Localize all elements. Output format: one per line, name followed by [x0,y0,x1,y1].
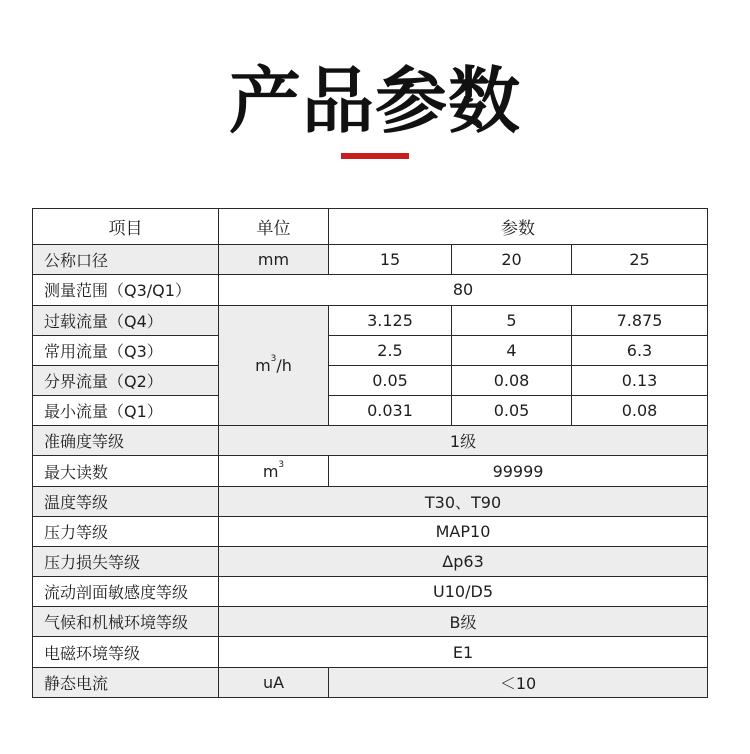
cell-value: 7.875 [572,305,708,335]
table-row [33,486,708,516]
cell-value: Δp63 [219,546,708,576]
table-row [33,245,708,275]
cell-value: 0.08 [452,365,572,395]
header-item: 项目 [33,209,219,245]
row-name: 静态电流 [33,667,219,697]
cell-value: 0.13 [572,365,708,395]
cell-value: 3.125 [329,305,452,335]
cell-value: 15 [329,245,452,275]
title-accent-bar [341,153,409,159]
cell-value: ＜10 [329,667,708,697]
cell-value: 99999 [329,456,708,486]
header-param: 参数 [329,209,708,245]
cell-value: 4 [452,335,572,365]
cell-value: 2.5 [329,335,452,365]
row-name: 气候和机械环境等级 [33,607,219,637]
table-row [33,667,708,697]
row-name: 公称口径 [33,245,219,275]
row-name: 最大读数 [33,456,219,486]
table-row [33,577,708,607]
unit-base: m [255,355,271,375]
row-name: 常用流量（Q3） [33,335,219,365]
table-row [33,546,708,576]
cell-value: 1级 [219,426,708,456]
row-name: 过载流量（Q4） [33,305,219,335]
unit-suffix: /h [276,355,292,375]
row-unit: uA [219,667,329,697]
table-row [33,516,708,546]
cell-value: T30、T90 [219,486,708,516]
cell-value: E1 [219,637,708,667]
row-name: 分界流量（Q2） [33,365,219,395]
row-unit: mm [219,245,329,275]
row-name: 流动剖面敏感度等级 [33,577,219,607]
cell-value: 0.05 [452,396,572,426]
row-name: 测量范围（Q3/Q1） [33,275,219,305]
table-row [33,426,708,456]
unit-base: m [262,461,279,481]
table-row [33,305,708,335]
table-row [33,365,708,395]
cell-value: 80 [219,275,708,305]
table-row [33,275,708,305]
page-title: 产品参数 [228,59,521,143]
table-row [33,335,708,365]
cell-value: 0.031 [329,396,452,426]
table-row [33,396,708,426]
table-header-row [33,209,708,245]
cell-value: 0.08 [572,396,708,426]
spec-table [32,208,708,698]
cell-value: 20 [452,245,572,275]
row-name: 电磁环境等级 [33,637,219,667]
row-name: 最小流量（Q1） [33,396,219,426]
cell-value: 6.3 [572,335,708,365]
flow-unit-cell [219,305,329,426]
cell-value: B级 [219,607,708,637]
row-name: 压力损失等级 [33,546,219,576]
cell-value: 0.05 [329,365,452,395]
cell-value: U10/D5 [219,577,708,607]
cell-value: 5 [452,305,572,335]
cell-value: MAP10 [219,516,708,546]
row-name: 压力等级 [33,516,219,546]
header-unit: 单位 [219,209,329,245]
row-name: 温度等级 [33,486,219,516]
row-name: 准确度等级 [33,426,219,456]
unit-sup: 3 [278,459,285,470]
row-unit [219,456,329,486]
table-row [33,637,708,667]
table-row [33,456,708,486]
unit-sup: 3 [270,353,277,364]
cell-value: 25 [572,245,708,275]
table-row [33,607,708,637]
